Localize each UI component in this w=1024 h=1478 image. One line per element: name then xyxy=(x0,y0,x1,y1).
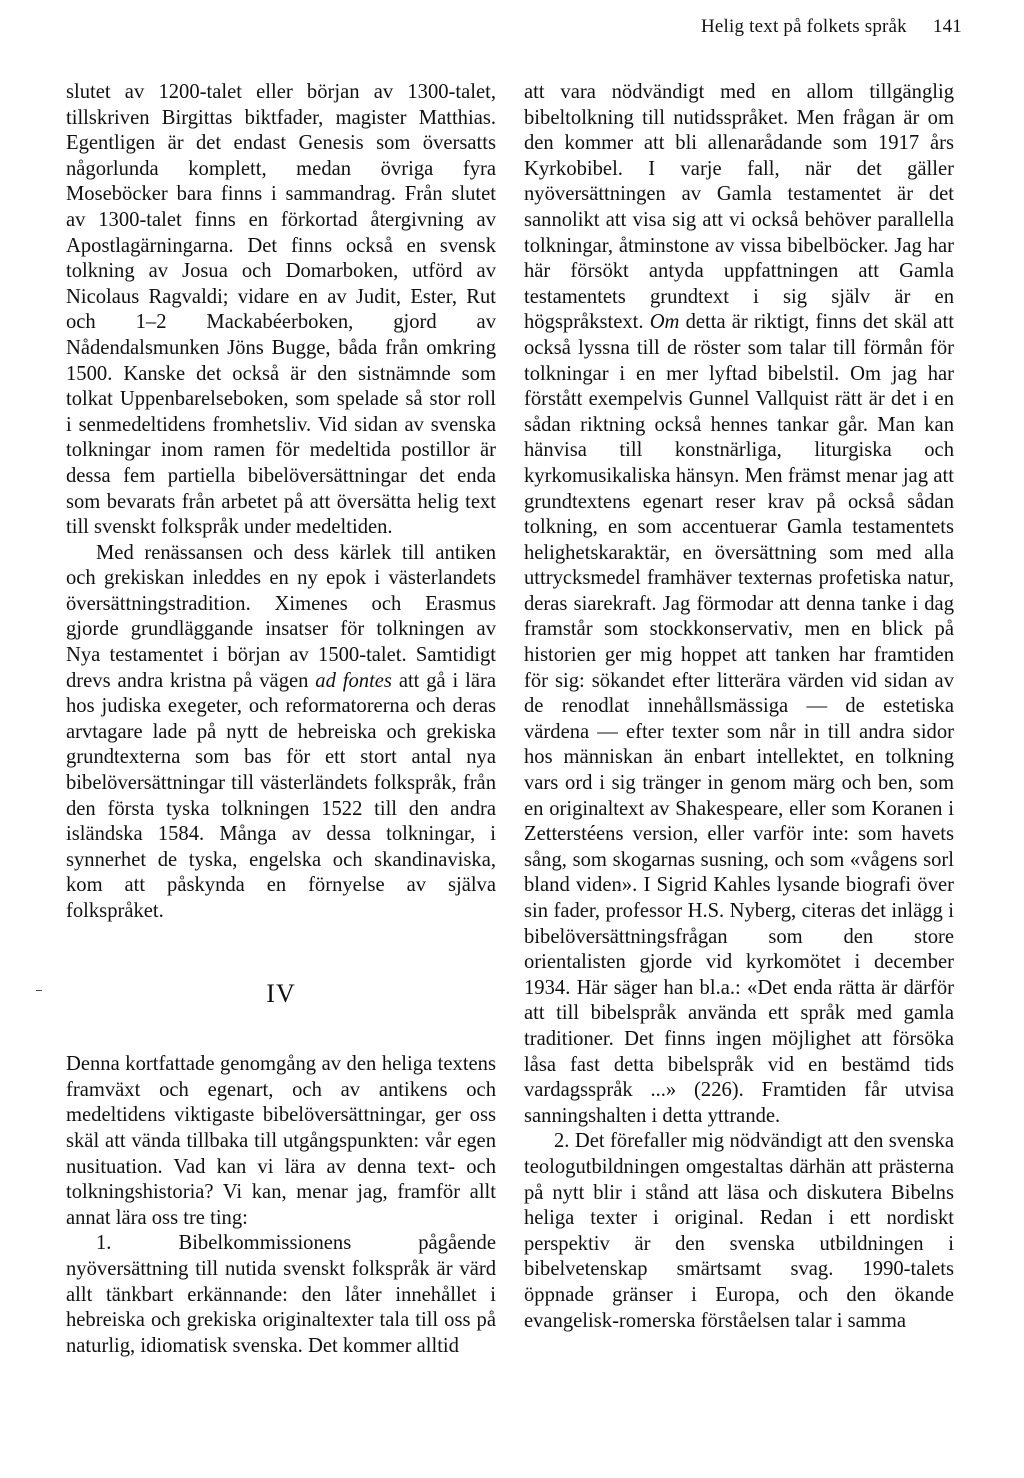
paragraph-text: att vara nödvändigt med en allom tillgänglig bibeltolkning till nutidsspråket. Men frågan är om den kommer att bli allenarådande som 1917 års Kyrkobibel. I varje fall, när det gäller nyöversättningen av Gamla testamentet är det sannolikt att visa sig att vi också behöver parallella tolkningar, åtminstone av vissa bibelböcker. Jag har här försökt antyda uppfattningen att Gamla testamentets grundtext i sig själv är en högspråkstext. xyxy=(524,81,954,334)
paragraph-text: att gå i lära hos judiska exegeter, och reformatorerna och deras arvtagare lade på nytt de hebreiska och grekiska grundtexterna som bas för ett stort antal nya bibelöversättningar till västerländets folkspråk, från den första tyska tolkningen 1522 till den andra isländska 1584. Många av dessa tolkningar, i synnerhet de tyska, engelska och skandinaviska, kom att påskynda en förnyelse av själva folkspråket. xyxy=(66,669,496,922)
italic-word: Om xyxy=(649,311,680,334)
paragraph-continuation: slutet av 1200-talet eller början av 1300-talet, tillskriven Birgittas biktfader, magister Matthias. Egentligen är det endast Genesis som översatts någorlunda komplett, medan övriga fyra Moseböcker bara finns i sammandrag. Från slutet av 1300-talet finns en förkortad återgivning av Apostlagärningarna. Det finns också en svensk tolkning av Josua och Domarboken, utförd av Nicolaus Ragvaldi; vidare en av Judit, Ester, Rut och 1–2 Mackabéerboken, gjord av Nådendalsmunken Jöns Bugge, båda från omkring 1500. Kanske det också är den sistnämnde som tolkat Uppenbarelseboken, som spelade så stor roll i senmedeltidens fromhetsliv. Vid sidan av svenska tolkningar inom ramen för medeltida postillor är dessa fem partiella bibelöversättningar det enda som bevarats från arbetet på att översätta helig text till svenskt folkspråk under medeltiden. xyxy=(66,81,496,539)
paragraph-text: detta är riktigt, finns det skäl att också lyssna till de röster som talar till förmån för tolkningar i en mer lyftad bibelstil. Om jag har förstått exempelvis Gunnel Vallquist rätt är det i en sådan riktning också hennes tankar går. Man kan hänvisa till konstnärliga, liturgiska och kyrkomusikaliska hänsyn. Men främst menar jag att grundtextens egenart reser krav på också sådan tolkning, en som accentuerar Gamla testamentets helighetskaraktär, en översättning som med alla uttrycksmedel framhäver texternas profetiska natur, deras siarekraft. Jag förmodar att denna tanke i dag framstår som stockkonservativ, men en blick på historien ger mig hoppet att tanken har framtiden för sig: sökandet efter litterära värden vid sidan av de renodlat innehållsmässiga — de estetiska värdena — efter texter som når in till andra sidor hos människan än enbart intellektet, en tolkning vars ord i sig tränger in genom märg och ben, som en originaltext av Shakespeare, eller som Koranen i Zetterstéens version, eller varför inte: som havets sång, som skogarnas susning, och som «vågens sorl bland viden». I Sigrid Kahles lysande biografi över sin fader, professor H.S. Nyberg, citeras det inlägg i bibelöversättningsfrågan som den store orientalisten gjorde vid kyrkomötet i december 1934. Här säger han bl.a.: «Det enda rätta är därför att till bibelspråk använda ett språk med gamla traditioner. Det finns ingen möjlighet att försöka låsa fast detta bibelspråk vid en bestämd tids vardagsspråk ...» (226). Framtiden får utvisa sanningshalten i detta yttrande. xyxy=(524,311,954,1127)
running-title: Helig text på folkets språk xyxy=(700,16,907,37)
running-header xyxy=(701,16,962,38)
paragraph-point-one: 1. Bibelkommissionens pågående nyöversättning till nutida svenskt folkspråk är värd allt tänkbart erkännande: den låter innehållet i hebreiska och grekiska originaltexter tala till oss på naturlig, idiomatisk svenska. Det kommer alltid xyxy=(66,1232,496,1357)
paragraph-continuation xyxy=(524,80,954,1129)
paragraph-section-intro: Denna kortfattade genomgång av den heliga textens framväxt och egenart, och av antikens och medeltidens viktigaste bibelöversättningar, ger oss skäl att vända tillbaka till utgångspunkten: vår egen nusituation. Vad kan vi lära av denna text- och tolkningshistoria? Vi kan, menar jag, framför allt annat lära oss tre ting: xyxy=(66,1053,496,1229)
paragraph-point-two: 2. Det förefaller mig nödvändigt att den svenska teologutbildningen omgestaltas därhän att prästerna på nytt blir i stånd att läsa och diskutera Bibelns heliga texter i original. Redan i ett nordiskt perspektiv är den svenska utbildningen i bibelvetenskap smärtsamt svag. 1990-talets öppnade gränser i Europa, och den ökande evangelisk-romerska förståelsen talar i samma xyxy=(524,1130,954,1332)
italic-phrase: ad fontes xyxy=(315,669,392,692)
left-column xyxy=(66,80,496,1359)
paragraph-renaissance xyxy=(66,541,496,925)
paragraph-text: Med renässansen och dess kärlek till antiken och grekiskan inleddes en ny epok i västerlandets översättningstradition. Ximenes och Erasmus gjorde grundläggande insatser för tolkningen av Nya testamentet i början av 1500-talet. Samtidigt drevs andra kristna på vägen xyxy=(66,541,496,692)
stray-mark xyxy=(36,990,42,991)
right-column xyxy=(524,80,954,1334)
section-heading: IV xyxy=(266,978,296,1008)
page-number: 141 xyxy=(932,16,962,37)
